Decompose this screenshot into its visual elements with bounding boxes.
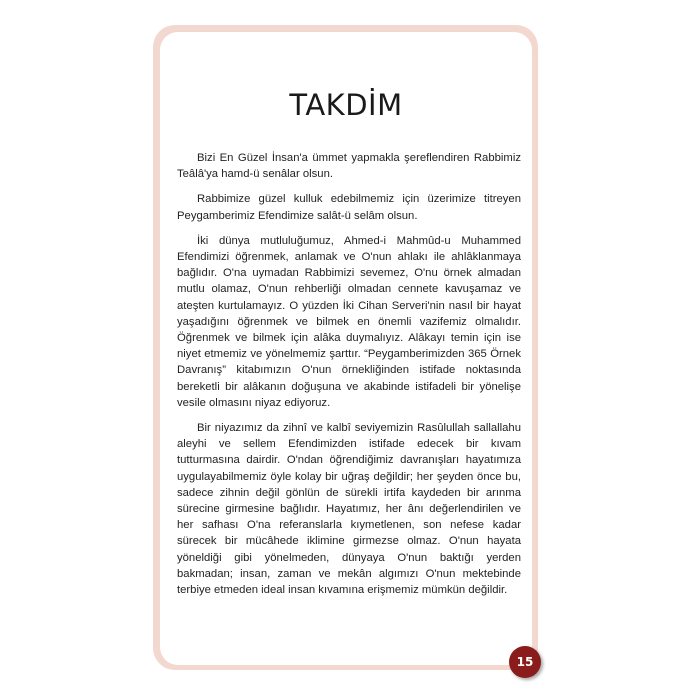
paragraph: Rabbimize güzel kulluk edebilmemiz için üzerimize titreyen Peygamberimiz Efendimize salât-ü selâm olsun.	[177, 193, 521, 222]
page-number-badge: 15	[509, 646, 541, 678]
paragraph: Bizi En Güzel İnsan'a ümmet yapmakla şereflendiren Rabbimiz Teâlâ'ya hamd-ü senâlar olsun.	[177, 152, 521, 181]
body-text	[177, 150, 521, 607]
page-title: TAKDİM	[289, 88, 403, 122]
paragraph: İki dünya mutluluğumuz, Ahmed-i Mahmûd-u Muhammed Efendimizi öğrenmek, anlamak ve O'nun ahlakı ile ahlâklanmaya bağlıdır. O'na uymadan Rabbimizi sevemez, O'nu örnek almadan mutlu olamaz, O'nun rehberliği olmadan cennete kavuşamaz ve ateşten kurtulamayız. O yüzden İki Cihan Serveri'nin nasıl bir hayat yaşadığını öğrenmek ve bilmek en önemli vazifemiz olmalıdır. Öğrenmek ve bilmek için alâka duymalıyız. Alâkayı temin için ise niyet etmemiz ve yönelmemiz şarttır. “Peygamberimizden 365 Örnek Davranış” kitabımızın O'nun örnekliğinden istifade noktasında bereketli bir alâkanın doğuşuna ve akabinde istifadeli bir yönelişe vesile olmasını niyaz ediyoruz.	[177, 234, 521, 409]
paragraph: Bir niyazımız da zihnî ve kalbî seviyemizin Rasûlullah sallallahu aleyhi ve sellem Efendimizden istifade edecek bir kıvam tutturmasına dairdir. O'ndan öğrendiğimiz davranışları hayatımıza uygulayabilmemiz öyle kolay bir uğraş değildir; her şeyden önce bu, sadece zihnin değil gönlün de sürekli irtifa kaydeden bir arınma sürecine girmesine bağlıdır. Hayatımız, her ânı değerlendirilen ve her safhası O'na referanslarla kıymetlenen, son nefese kadar sürecek bir mücâhede iklimine girmezse olmaz. O'nun hayata yöneldiği gibi yönelmeden, dünyaya O'nun baktığı yerden bakmadan; insan, zaman ve mekân algımızı O'nun mektebinde terbiye etmeden ideal insan kıvamına erişmemiz mümkün değildir.	[177, 422, 521, 597]
